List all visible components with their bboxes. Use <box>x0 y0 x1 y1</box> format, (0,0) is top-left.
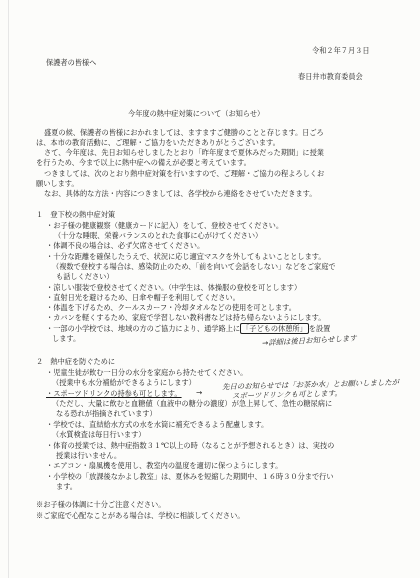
handwritten-note-drink-2: スポーツドリンクも可とします。 <box>231 388 342 401</box>
document-title: 今年度の熱中症対策について（お知らせ） <box>128 109 265 118</box>
section2-line: ・児童生徒が飲む一日分の水分を家庭から持たせてください。 <box>46 368 248 377</box>
sender: 春日井市教育委員会 <box>298 72 363 81</box>
section1-line-text: ・一部の小学校では、地域の方のご協力により、通学路上に <box>46 324 241 333</box>
section1-line: ・お子様の健康観察（健康カードに記入）をして、登校させてください。 <box>46 221 284 230</box>
recipient: 保護者の皆様へ <box>46 58 97 67</box>
intro-line: 願いします。 <box>36 179 79 188</box>
section2-line: （授業中も水分補給ができるようにします） <box>52 378 196 387</box>
sports-drink-line: ・スポーツドリンクの持参も可とします。 <box>46 389 182 398</box>
section1-line: ・直射日光を避けるため、日傘や帽子を利用してください。 <box>46 293 240 302</box>
section1-line <box>46 324 330 333</box>
section1-line: ・体温を下げるため、クールスカーフ・冷却タオルなどの使用を可とします。 <box>46 303 296 312</box>
footer-note: ※ご家庭で心配なことがある場合は、学校に相談してください。 <box>36 511 245 520</box>
intro-line: さて、今年度は、先日お知らせしましたとおり「昨年度まで夏休みだった期間」に授業 <box>44 148 324 157</box>
section2-line: 授業は行いません。 <box>56 451 122 460</box>
intro-line: を行うため、今まで以上に熱中症への備えが必要と考えています。 <box>36 158 251 167</box>
section2-line: なる恐れが指摘されています） <box>56 409 157 418</box>
section2-line: ます。 <box>56 482 77 491</box>
scan-shadow <box>8 0 9 578</box>
section1-heading: １ 登下校の熱中症対策 <box>36 210 116 219</box>
section2-line: （水質検査は毎日行います） <box>52 430 146 439</box>
section2-line: （ただし、大量に飲むと血糖値（血液中の糖分の濃度）が急上昇して、急性の糖尿病に <box>52 399 333 408</box>
section1-line: ・カバンを軽くするため、家庭で学習しない教科書などは持ち帰らないようにします。 <box>46 313 326 322</box>
section1-line: （十分な睡眠、栄養バランスのとれた食事に心がけてください） <box>54 231 263 240</box>
section1-line: （複数で登校する場合は、感染防止のため、「前を向いて会話をしない」などをご家庭で <box>52 262 336 271</box>
section1-line: ・十分な距離を確保したうえで、状況に応じ適宜マスクを外してもよいこととします。 <box>46 252 326 261</box>
section2-line: ・体育の授業では、熱中症指数３１℃以上の時（なることが予想されるとき）は、実技の <box>46 441 335 450</box>
intro-line: 盛夏の候、保護者の皆様におかれましては、ますますご健勝のことと存じます。日ごろ <box>44 128 324 137</box>
section1-line: ・涼しい服装で登校させてください。（中学生は、体操服の登校を可とします） <box>46 283 302 292</box>
section2-heading: ２ 熱中症を防ぐために <box>36 357 116 366</box>
handwritten-note-drink-1: 先日のお知らせでは「お茶か水」とお願いしましたが <box>221 377 400 392</box>
date: 令和２年７月３日 <box>312 46 370 55</box>
intro-line: は、本市の教育活動に、ご理解・ご協力をいただきありがとうございます。 <box>36 138 280 147</box>
intro-line: つきましては、次のとおり熱中症対策を行いますので、ご理解・ご協力の程よろしくお <box>44 169 325 178</box>
child-rest-area-label: 「子どもの休憩所」 <box>242 324 307 333</box>
section2-line: ・学校では、直結給水方式の水を水筒に補充できるよう配慮します。 <box>46 420 269 429</box>
section1-line: します。 <box>52 334 81 343</box>
section2-line: ・小学校の「放課後なかよし教室」は、夏休みを短縮した期間中、１６時３０分まで行い <box>46 472 334 481</box>
handwritten-note-detail: →詳細は後日お知らせします <box>261 333 357 348</box>
section2-line: ・エアコン・扇風機を使用し、教室内の温度を適切に保つようにします。 <box>46 461 283 470</box>
handwritten-arrow: → <box>196 388 203 397</box>
section1-line: も話しください） <box>56 272 114 281</box>
section1-line: ・体調不良の場合は、必ず欠席させてください。 <box>46 241 205 250</box>
footer-note: ※お子様の体調に十分ご注意ください。 <box>36 500 166 509</box>
intro-line: なお、具体的な方法・内容につきましては、各学校から連絡をさせていただきます。 <box>44 189 317 198</box>
section1-line-after: を設置 <box>308 324 331 333</box>
